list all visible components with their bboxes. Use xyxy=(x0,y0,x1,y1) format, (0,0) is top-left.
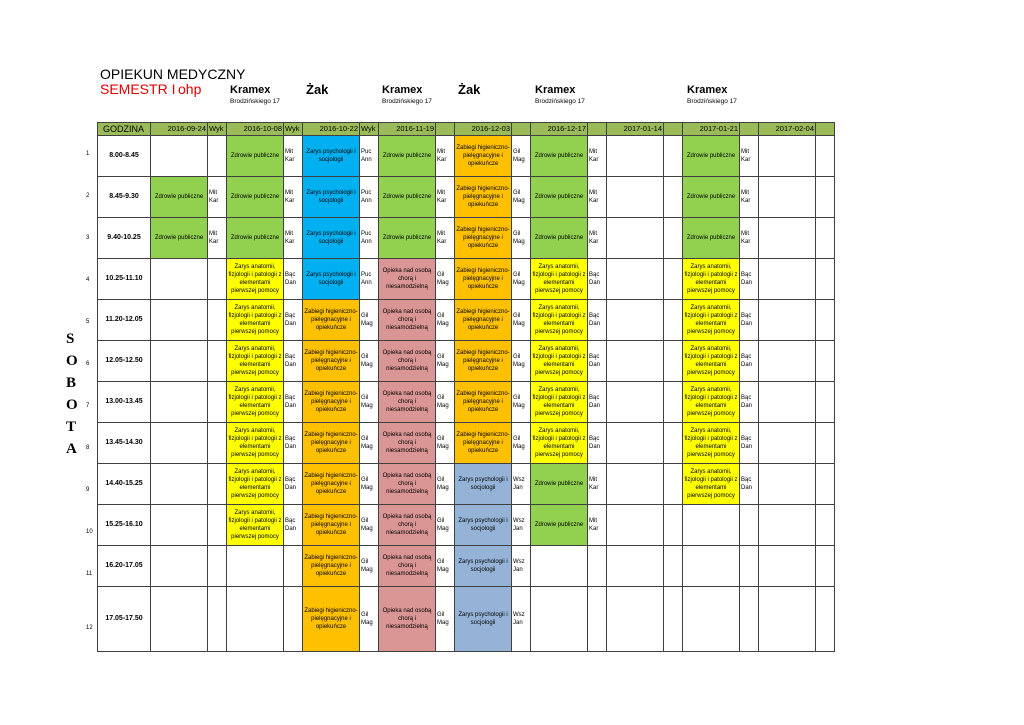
teacher-cell: Wsz Jan xyxy=(512,505,531,546)
teacher-cell: Gil Mag xyxy=(512,177,531,218)
header-date: 2017-01-14 xyxy=(607,123,664,136)
teacher-cell: Mit Kar xyxy=(740,218,759,259)
subject-cell: Zdrowie publiczne xyxy=(151,218,208,259)
teacher-cell xyxy=(208,423,227,464)
location-6: Kramex xyxy=(687,84,728,96)
teacher-cell: Wsz Jan xyxy=(512,587,531,652)
teacher-cell: Gil Mag xyxy=(512,259,531,300)
teacher-cell xyxy=(740,546,759,587)
teacher-cell xyxy=(740,505,759,546)
subject-cell: Zabiegi higieniczno-pielęgnacyjne i opiekuńcze xyxy=(455,300,512,341)
teacher-cell: Bąc Dan xyxy=(284,505,303,546)
subject-cell: Zdrowie publiczne xyxy=(683,136,740,177)
subject-cell: Zabiegi higieniczno-pielęgnacyjne i opiekuńcze xyxy=(455,136,512,177)
subject-cell: Zdrowie publiczne xyxy=(531,464,588,505)
subject-cell: Opieka nad osobą chorą i niesamodzielną xyxy=(379,505,436,546)
subject-cell xyxy=(227,546,284,587)
teacher-cell: Mit Kar xyxy=(284,136,303,177)
time-slot: 9.40-10.25 xyxy=(98,218,151,259)
teacher-cell: Bąc Dan xyxy=(740,423,759,464)
subject-cell: Zabiegi higieniczno-pielęgnacyjne i opiekuńcze xyxy=(455,259,512,300)
teacher-cell xyxy=(816,546,835,587)
subject-cell: Zabiegi higieniczno-pielęgnacyjne i opiekuńcze xyxy=(303,300,360,341)
time-slot: 10.25-11.10 xyxy=(98,259,151,300)
time-slot: 11.20-12.05 xyxy=(98,300,151,341)
teacher-cell: Gil Mag xyxy=(512,136,531,177)
teacher-cell: Bąc Dan xyxy=(588,423,607,464)
teacher-cell xyxy=(664,382,683,423)
teacher-cell: Bąc Dan xyxy=(284,259,303,300)
subject-cell: Zabiegi higieniczno-pielęgnacyjne i opiekuńcze xyxy=(303,505,360,546)
teacher-cell: Gil Mag xyxy=(360,423,379,464)
subject-cell xyxy=(683,546,740,587)
address-5: Brodzińskiego 17 xyxy=(535,98,585,105)
teacher-cell xyxy=(588,587,607,652)
teacher-cell: Bąc Dan xyxy=(284,341,303,382)
subject-cell: Zabiegi higieniczno-pielęgnacyjne i opiekuńcze xyxy=(455,177,512,218)
teacher-cell xyxy=(664,341,683,382)
teacher-cell: Mit Kar xyxy=(436,136,455,177)
subject-cell: Zdrowie publiczne xyxy=(379,177,436,218)
row-number: 11 xyxy=(86,570,93,577)
subject-cell: Zdrowie publiczne xyxy=(379,136,436,177)
subject-cell: Zarys psychologii i socjologii xyxy=(455,464,512,505)
teacher-cell: Mit Kar xyxy=(740,177,759,218)
teacher-cell xyxy=(208,300,227,341)
address-1: Brodzińskiego 17 xyxy=(230,98,280,105)
teacher-cell xyxy=(664,177,683,218)
teacher-cell xyxy=(664,587,683,652)
teacher-cell: Mit Kar xyxy=(284,177,303,218)
teacher-cell: Gil Mag xyxy=(512,341,531,382)
header-date: 2016-12-17 xyxy=(531,123,588,136)
subject-cell: Zdrowie publiczne xyxy=(227,218,284,259)
time-slot: 12.05-12.50 xyxy=(98,341,151,382)
teacher-cell xyxy=(208,505,227,546)
side-letter: O xyxy=(66,397,78,413)
subject-cell: Zabiegi higieniczno-pielęgnacyjne i opiekuńcze xyxy=(455,423,512,464)
teacher-cell: Bąc Dan xyxy=(588,259,607,300)
subject-cell: Zarys anatomii, fizjologii i patologii z elementami pierwszej pomocy xyxy=(683,423,740,464)
teacher-cell xyxy=(664,423,683,464)
teacher-cell: Gil Mag xyxy=(436,423,455,464)
teacher-cell: Gil Mag xyxy=(512,300,531,341)
header-date: 2016-10-08 xyxy=(227,123,284,136)
row-number: 3 xyxy=(86,234,90,241)
subject-cell xyxy=(759,136,816,177)
header-date: 2016-09-24 xyxy=(151,123,208,136)
subject-cell: Zdrowie publiczne xyxy=(531,218,588,259)
header-date: 2016-10-22 xyxy=(303,123,360,136)
teacher-cell: Mit Kar xyxy=(588,505,607,546)
subject-cell: Zabiegi higieniczno-pielęgnacyjne i opiekuńcze xyxy=(303,423,360,464)
location-2: Żak xyxy=(306,82,329,97)
subject-cell: Zarys psychologii i socjologii xyxy=(303,259,360,300)
header-wyk: Wyk xyxy=(208,123,227,136)
subject-cell: Zabiegi higieniczno-pielęgnacyjne i opiekuńcze xyxy=(303,464,360,505)
teacher-cell xyxy=(664,218,683,259)
subject-cell: Zarys anatomii, fizjologii i patologii z elementami pierwszej pomocy xyxy=(683,382,740,423)
subject-cell xyxy=(607,341,664,382)
teacher-cell: Gil Mag xyxy=(436,587,455,652)
teacher-cell xyxy=(816,464,835,505)
subject-cell xyxy=(759,587,816,652)
teacher-cell: Bąc Dan xyxy=(284,382,303,423)
teacher-cell xyxy=(816,341,835,382)
header-wyk xyxy=(740,123,759,136)
subject-cell xyxy=(531,546,588,587)
subject-cell: Zarys anatomii, fizjologii i patologii z elementami pierwszej pomocy xyxy=(531,300,588,341)
teacher-cell: Gil Mag xyxy=(512,382,531,423)
subject-cell xyxy=(607,218,664,259)
teacher-cell: Mit Kar xyxy=(588,218,607,259)
subject-cell: Zarys psychologii i socjologii xyxy=(455,587,512,652)
teacher-cell xyxy=(588,546,607,587)
subject-cell: Zdrowie publiczne xyxy=(683,177,740,218)
teacher-cell xyxy=(208,382,227,423)
subject-cell xyxy=(607,259,664,300)
teacher-cell: Gil Mag xyxy=(360,546,379,587)
teacher-cell: Mit Kar xyxy=(588,177,607,218)
subject-cell: Opieka nad osobą chorą i niesamodzielną xyxy=(379,300,436,341)
subject-cell: Zarys anatomii, fizjologii i patologii z elementami pierwszej pomocy xyxy=(227,423,284,464)
subject-cell xyxy=(151,259,208,300)
subject-cell: Zarys anatomii, fizjologii i patologii z elementami pierwszej pomocy xyxy=(531,341,588,382)
teacher-cell xyxy=(208,587,227,652)
subject-cell xyxy=(607,546,664,587)
header-wyk: Wyk xyxy=(284,123,303,136)
time-slot: 8.45-9.30 xyxy=(98,177,151,218)
teacher-cell xyxy=(664,300,683,341)
teacher-cell: Gil Mag xyxy=(360,300,379,341)
teacher-cell: Mit Kar xyxy=(436,218,455,259)
subject-cell: Opieka nad osobą chorą i niesamodzielną xyxy=(379,423,436,464)
subject-cell xyxy=(683,587,740,652)
side-letter: A xyxy=(66,441,77,457)
subject-cell xyxy=(151,464,208,505)
teacher-cell: Bąc Dan xyxy=(588,341,607,382)
teacher-cell xyxy=(664,505,683,546)
header-wyk xyxy=(512,123,531,136)
subject-cell xyxy=(759,259,816,300)
subject-cell: Zabiegi higieniczno-pielęgnacyjne i opiekuńcze xyxy=(303,382,360,423)
teacher-cell xyxy=(816,259,835,300)
header-date: 2016-12-03 xyxy=(455,123,512,136)
teacher-cell: Bąc Dan xyxy=(740,300,759,341)
time-slot: 15.25-16.10 xyxy=(98,505,151,546)
subject-cell: Zdrowie publiczne xyxy=(227,177,284,218)
subject-cell: Opieka nad osobą chorą i niesamodzielną xyxy=(379,382,436,423)
teacher-cell: Mit Kar xyxy=(208,177,227,218)
subject-cell xyxy=(151,341,208,382)
subject-cell xyxy=(759,341,816,382)
subject-cell: Zarys psychologii i socjologii xyxy=(455,546,512,587)
row-number: 2 xyxy=(86,192,90,199)
header-date: 2017-02-04 xyxy=(759,123,816,136)
teacher-cell: Mit Kar xyxy=(284,218,303,259)
teacher-cell: Bąc Dan xyxy=(740,341,759,382)
subject-cell xyxy=(151,300,208,341)
teacher-cell: Puc Ann xyxy=(360,218,379,259)
teacher-cell: Bąc Dan xyxy=(284,423,303,464)
row-number: 7 xyxy=(86,402,90,409)
teacher-cell: Wsz Jan xyxy=(512,464,531,505)
teacher-cell: Bąc Dan xyxy=(740,464,759,505)
teacher-cell xyxy=(816,218,835,259)
teacher-cell xyxy=(208,259,227,300)
title-course: OPIEKUN MEDYCZNY xyxy=(100,66,246,82)
subject-cell: Zdrowie publiczne xyxy=(531,177,588,218)
teacher-cell xyxy=(664,464,683,505)
subject-cell xyxy=(759,464,816,505)
teacher-cell: Bąc Dan xyxy=(284,300,303,341)
teacher-cell: Gil Mag xyxy=(360,587,379,652)
teacher-cell: Gil Mag xyxy=(436,259,455,300)
subject-cell: Zarys anatomii, fizjologii i patologii z elementami pierwszej pomocy xyxy=(531,382,588,423)
subject-cell xyxy=(683,505,740,546)
header-wyk xyxy=(816,123,835,136)
subject-cell: Zarys anatomii, fizjologii i patologii z elementami pierwszej pomocy xyxy=(227,382,284,423)
header-godzina: GODZINA xyxy=(98,123,151,136)
subject-cell: Zarys psychologii i socjologii xyxy=(455,505,512,546)
header-date: 2017-01-21 xyxy=(683,123,740,136)
teacher-cell xyxy=(208,136,227,177)
subject-cell: Opieka nad osobą chorą i niesamodzielną xyxy=(379,546,436,587)
teacher-cell: Gil Mag xyxy=(360,505,379,546)
time-slot: 14.40-15.25 xyxy=(98,464,151,505)
side-letter: T xyxy=(66,419,77,435)
subject-cell: Zarys anatomii, fizjologii i patologii z elementami pierwszej pomocy xyxy=(227,341,284,382)
teacher-cell: Bąc Dan xyxy=(588,382,607,423)
subject-cell: Zarys anatomii, fizjologii i patologii z elementami pierwszej pomocy xyxy=(531,423,588,464)
location-4: Żak xyxy=(458,82,481,97)
subject-cell: Zabiegi higieniczno-pielęgnacyjne i opiekuńcze xyxy=(455,382,512,423)
teacher-cell: Gil Mag xyxy=(436,464,455,505)
time-slot: 13.45-14.30 xyxy=(98,423,151,464)
row-number: 4 xyxy=(86,276,90,283)
teacher-cell xyxy=(816,177,835,218)
header-wyk xyxy=(436,123,455,136)
subject-cell: Zdrowie publiczne xyxy=(683,218,740,259)
subject-cell: Zabiegi higieniczno-pielęgnacyjne i opiekuńcze xyxy=(455,218,512,259)
subject-cell xyxy=(607,505,664,546)
teacher-cell: Gil Mag xyxy=(436,505,455,546)
teacher-cell xyxy=(284,546,303,587)
subject-cell: Zabiegi higieniczno-pielęgnacyjne i opiekuńcze xyxy=(455,341,512,382)
side-letter: S xyxy=(66,331,75,347)
subject-cell: Zarys psychologii i socjologii xyxy=(303,136,360,177)
row-number: 9 xyxy=(86,486,90,493)
side-letter: O xyxy=(66,353,78,369)
subject-cell: Zarys anatomii, fizjologii i patologii z elementami pierwszej pomocy xyxy=(683,341,740,382)
teacher-cell: Mit Kar xyxy=(436,177,455,218)
location-1: Kramex xyxy=(230,84,271,96)
subject-cell xyxy=(607,136,664,177)
teacher-cell xyxy=(816,300,835,341)
teacher-cell: Gil Mag xyxy=(360,464,379,505)
subject-cell: Opieka nad osobą chorą i niesamodzielną xyxy=(379,341,436,382)
subject-cell xyxy=(151,136,208,177)
subject-cell: Zdrowie publiczne xyxy=(227,136,284,177)
teacher-cell: Gil Mag xyxy=(436,546,455,587)
subject-cell: Zarys anatomii, fizjologii i patologii z elementami pierwszej pomocy xyxy=(227,505,284,546)
subject-cell: Zarys anatomii, fizjologii i patologii z elementami pierwszej pomocy xyxy=(683,464,740,505)
teacher-cell: Gil Mag xyxy=(512,423,531,464)
subject-cell xyxy=(759,382,816,423)
teacher-cell xyxy=(740,587,759,652)
subject-cell: Opieka nad osobą chorą i niesamodzielną xyxy=(379,587,436,652)
row-number: 5 xyxy=(86,318,90,325)
subject-cell: Zarys anatomii, fizjologii i patologii z elementami pierwszej pomocy xyxy=(531,259,588,300)
address-3: Brodzińskiego 17 xyxy=(382,98,432,105)
subject-cell xyxy=(151,505,208,546)
teacher-cell xyxy=(816,382,835,423)
teacher-cell: Bąc Dan xyxy=(588,300,607,341)
teacher-cell xyxy=(816,423,835,464)
teacher-cell: Gil Mag xyxy=(436,300,455,341)
header-wyk xyxy=(664,123,683,136)
teacher-cell xyxy=(284,587,303,652)
row-number: 1 xyxy=(86,150,90,157)
subject-cell xyxy=(759,546,816,587)
time-slot: 8.00-8.45 xyxy=(98,136,151,177)
subject-cell xyxy=(607,177,664,218)
time-slot: 13.00-13.45 xyxy=(98,382,151,423)
teacher-cell xyxy=(208,546,227,587)
header-wyk: Wyk xyxy=(360,123,379,136)
subject-cell: Zarys anatomii, fizjologii i patologii z elementami pierwszej pomocy xyxy=(683,259,740,300)
subject-cell xyxy=(759,505,816,546)
teacher-cell: Mit Kar xyxy=(588,136,607,177)
teacher-cell xyxy=(816,505,835,546)
teacher-cell: Bąc Dan xyxy=(740,382,759,423)
teacher-cell xyxy=(816,136,835,177)
subject-cell xyxy=(607,587,664,652)
location-3: Kramex xyxy=(382,84,423,96)
subject-cell xyxy=(759,300,816,341)
teacher-cell xyxy=(664,259,683,300)
subject-cell xyxy=(607,300,664,341)
subject-cell: Zarys anatomii, fizjologii i patologii z elementami pierwszej pomocy xyxy=(227,464,284,505)
subject-cell xyxy=(759,177,816,218)
subject-cell: Zdrowie publiczne xyxy=(531,505,588,546)
subject-cell: Zdrowie publiczne xyxy=(531,136,588,177)
subject-cell xyxy=(151,587,208,652)
subject-cell xyxy=(759,218,816,259)
subject-cell: Zabiegi higieniczno-pielęgnacyjne i opiekuńcze xyxy=(303,546,360,587)
teacher-cell xyxy=(208,464,227,505)
title-semester: SEMESTR I xyxy=(100,81,176,97)
teacher-cell: Mit Kar xyxy=(208,218,227,259)
subject-cell: Zarys anatomii, fizjologii i patologii z elementami pierwszej pomocy xyxy=(227,259,284,300)
teacher-cell xyxy=(208,341,227,382)
subject-cell: Opieka nad osobą chorą i niesamodzielną xyxy=(379,464,436,505)
subject-cell xyxy=(759,423,816,464)
teacher-cell: Mit Kar xyxy=(740,136,759,177)
teacher-cell: Puc Ann xyxy=(360,259,379,300)
title-suffix: ohp xyxy=(178,81,202,97)
teacher-cell: Gil Mag xyxy=(512,218,531,259)
teacher-cell: Gil Mag xyxy=(360,341,379,382)
row-number: 6 xyxy=(86,360,90,367)
subject-cell xyxy=(607,382,664,423)
time-slot: 17.05-17.50 xyxy=(98,587,151,652)
teacher-cell xyxy=(816,587,835,652)
teacher-cell: Gil Mag xyxy=(360,382,379,423)
teacher-cell: Bąc Dan xyxy=(284,464,303,505)
teacher-cell: Puc Ann xyxy=(360,136,379,177)
subject-cell: Zdrowie publiczne xyxy=(151,177,208,218)
subject-cell xyxy=(151,546,208,587)
schedule-table xyxy=(97,122,835,652)
subject-cell xyxy=(531,587,588,652)
subject-cell xyxy=(607,423,664,464)
teacher-cell: Wsz Jan xyxy=(512,546,531,587)
row-number: 10 xyxy=(86,528,93,535)
subject-cell xyxy=(151,382,208,423)
side-letter: B xyxy=(66,375,77,391)
subject-cell: Zarys psychologii i socjologii xyxy=(303,218,360,259)
location-5: Kramex xyxy=(535,84,576,96)
time-slot: 16.20-17.05 xyxy=(98,546,151,587)
subject-cell: Zabiegi higieniczno-pielęgnacyjne i opiekuńcze xyxy=(303,587,360,652)
teacher-cell: Puc Ann xyxy=(360,177,379,218)
row-number: 12 xyxy=(86,624,93,631)
subject-cell xyxy=(227,587,284,652)
teacher-cell xyxy=(664,136,683,177)
address-6: Brodzińskiego 17 xyxy=(687,98,737,105)
header-wyk xyxy=(588,123,607,136)
row-number: 8 xyxy=(86,444,90,451)
subject-cell: Zdrowie publiczne xyxy=(379,218,436,259)
teacher-cell: Bąc Dan xyxy=(740,259,759,300)
teacher-cell: Gil Mag xyxy=(436,382,455,423)
subject-cell: Opieka nad osobą chorą i niesamodzielną xyxy=(379,259,436,300)
subject-cell xyxy=(607,464,664,505)
teacher-cell: Gil Mag xyxy=(436,341,455,382)
header-date: 2016-11-19 xyxy=(379,123,436,136)
subject-cell: Zarys psychologii i socjologii xyxy=(303,177,360,218)
subject-cell xyxy=(151,423,208,464)
subject-cell: Zarys anatomii, fizjologii i patologii z elementami pierwszej pomocy xyxy=(227,300,284,341)
teacher-cell xyxy=(664,546,683,587)
teacher-cell: Mit Kar xyxy=(588,464,607,505)
subject-cell: Zabiegi higieniczno-pielęgnacyjne i opiekuńcze xyxy=(303,341,360,382)
subject-cell: Zarys anatomii, fizjologii i patologii z elementami pierwszej pomocy xyxy=(683,300,740,341)
